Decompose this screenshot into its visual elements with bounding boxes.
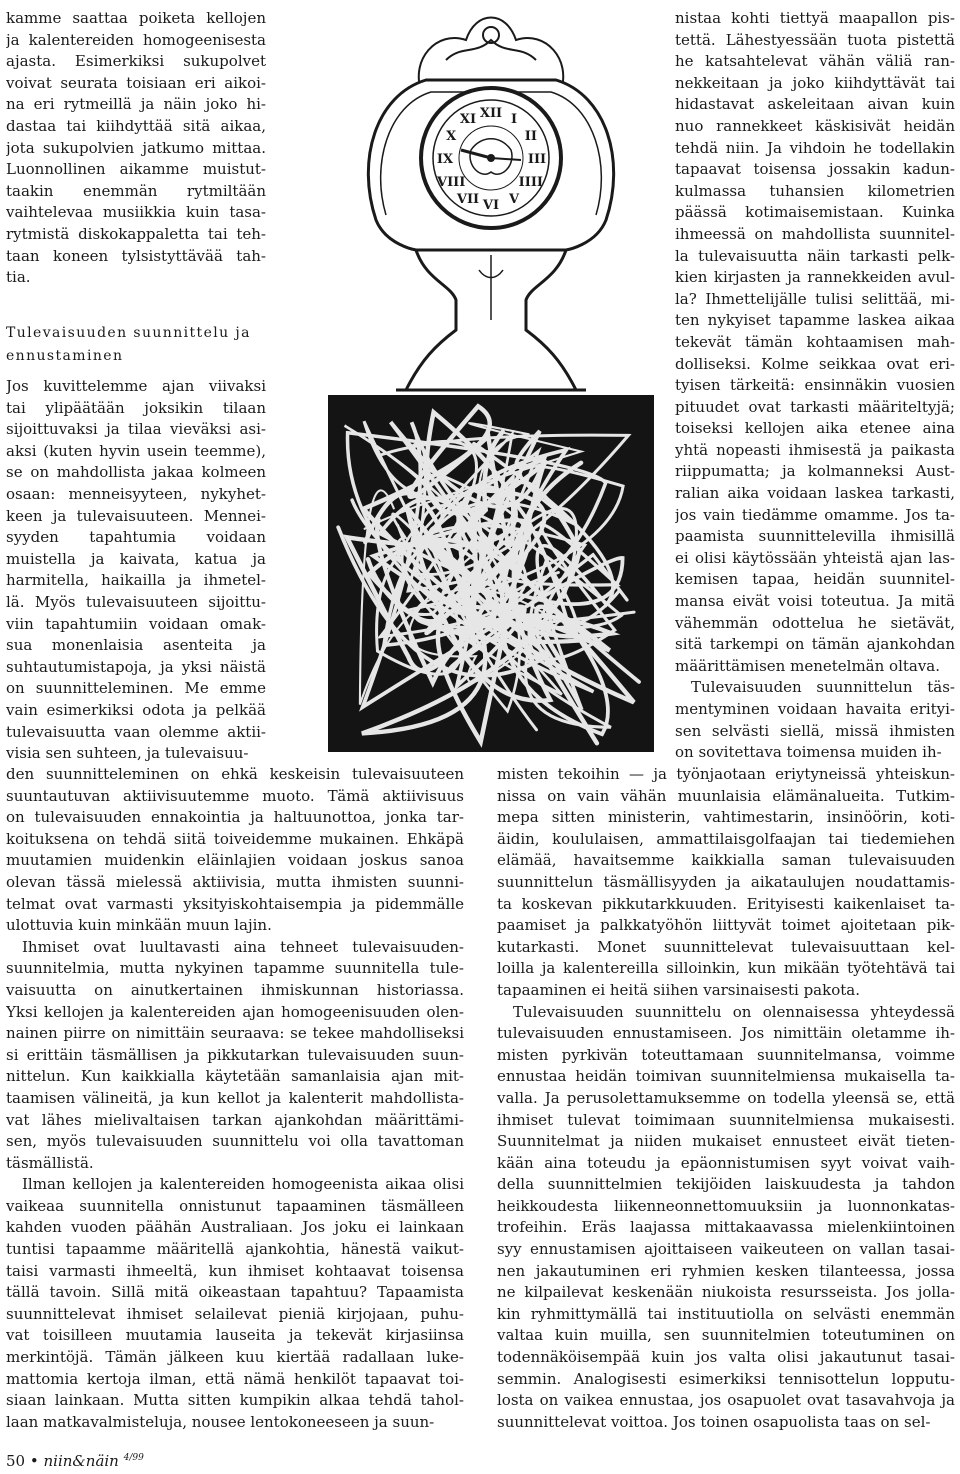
text-line: vähemmän odottelua he sietävät, [675,613,955,632]
text-line: tulevaisuutta vaan olemme aktii- [6,722,266,741]
text-line: ihmeessä on mahdollista suunnitel- [675,224,955,243]
text-line: Yksi kellojen ja kalentereiden ajan homogeenisuuden olen- [6,1002,464,1021]
text-line: suunnittelevat voittoa. Jos toinen osapuolista taas on sel- [497,1412,931,1431]
text-line: tia. [6,268,31,287]
clock-numeral: XI [459,112,477,128]
text-line: tekevät tämän kohtaamisen mah- [675,332,955,351]
text-line: paamiset ja palkkatyöhön liittyvät toimet ajoitetaan pik- [497,916,955,935]
text-line: viin tapahtumiin voidaan omak- [6,614,266,633]
text-line: keen ja tulevaisuuteen. Mennei- [6,506,266,525]
text-line: tapaavat toisensa jossakin kadun- [675,160,955,179]
text-line: heikkoudesta liikenneonnettomuuksiin ja luonnonkatas- [497,1196,955,1215]
text-line: suuntautuvan aktiivisuutemme muoto. Tämä aktiivisuus [6,786,464,805]
text-line: tulevaisuuden ennustamiseen. Jos nimittäin oletamme ih- [497,1024,955,1043]
text-line: misten pyrkivän toteuttamaan suunnitelmansa, voimme [497,1045,955,1064]
text-line: siaan lainkaan. Mutta sitten kumpikin alkaa tehdä tahol- [6,1391,464,1410]
text-line: la tulevaisuutta näin tarkasti pelk- [675,246,955,265]
text-line: muutamien muidenkin eläinlajien voidaan joskus sanoa [6,851,464,870]
text-line: taamisen välineitä, ja kun kellot ja kalenterit mahdollista- [6,1088,464,1107]
text-line: he katsahtelevat vähän väliä ran- [675,52,955,71]
text-line: laan matkavalmisteluja, nousee lentokoneeseen ja suun- [6,1412,435,1431]
text-line: ihmiset tulevat toimimaan suunnitelmiensa mukaisesti. [497,1110,955,1129]
text-line: kään aina toteudu ja epäonnistumisen syyt voivat vaih- [497,1153,955,1172]
clock-numeral: V [508,191,520,207]
text-line: osaan: menneisyyteen, nykyhet- [6,484,266,503]
text-line: visia sen suhteen, ja tulevaisuu- [6,744,249,763]
right-column-bottom [497,764,955,1433]
text-line: sen, myös tulevaisuuden suunnittelu voi olla tavattoman [6,1132,464,1151]
text-line: suunnittelevat ihmiset selailevat pieniä kirjojaan, puhu- [6,1304,464,1323]
text-line: della suunnittelmien tekijöiden laiskuudesta ja tahdon [497,1175,955,1194]
right-column-top [675,8,955,764]
text-line: jota sukupolvien jatkumo mittaa. [6,138,266,157]
text-line: Ilman kellojen ja kalentereiden homogeenista aikaa olisi [22,1175,464,1194]
text-line: loilla ja kalentereilla silloinkin, kun mikään työtehtävä tai [497,959,955,978]
text-line: kamme saattaa poiketa kellojen [6,9,266,27]
text-line: syyden tapahtumia voidaan [6,528,266,547]
text-line: toiseksi kellojen aika etenee aina [675,419,955,438]
text-line: nuo rannekkeet käskisivät heidän [675,116,955,135]
text-line: muistella ja kaivata, katua ja [6,549,266,568]
text-line: nainen piirre on nimittäin seuraava: se tekee mahdolliseksi [6,1024,464,1043]
text-line: vaisuutta on ainutkertainen ihmiskunnan historiassa. [6,980,464,999]
section-heading [6,322,306,368]
left-column-middle [6,376,266,765]
text-line: kien kirjasten ja rannekkeiden avul- [675,268,955,287]
text-line: na eri rytmeillä ja näin joko hi- [6,95,266,114]
issue-number: 4/99 [123,1453,144,1463]
text-line: suunnitelmia, mutta nykyinen tapamme suunnitella tule- [6,959,464,978]
text-line: misten tekoihin — ja työnjaotaan eriytyneissä yhteiskun- [497,765,955,783]
clock-numeral: VI [482,198,500,213]
footer-bullet: • [29,1452,39,1470]
text-line: si erittäin täsmällisen ja pikkutarkan tulevaisuuden suun- [6,1045,464,1064]
text-line: sitä tarkempi on tämän ajankohdan [675,635,955,654]
clock-artwork [316,0,666,760]
text-line: pituudet ovat tarkasti määriteltyjä; [675,397,955,416]
text-line: ennustaa heidän toimivan suunnitelmiensa mukaisella ta- [497,1067,955,1086]
clock-numeral: VIII [436,175,466,190]
text-line: tai ylipäätään joksikin tilaan [6,398,266,417]
text-line: nissa on vain vähän muunlaisia elämänalueita. Tutkim- [497,786,955,805]
text-line: tapaaminen ei heitä siihen varsinaisesti pakota. [497,980,860,999]
text-line: paamista suunnittelevilla ihmisillä [675,527,955,546]
text-line: tällä tavoin. Sillä mitä oikeastaan tapahtuu? Tapaamista [6,1283,464,1302]
text-line: ei olisi käytössään yhteistä ajan las- [675,548,955,567]
text-line: päässä kotimaisemistaan. Kuinka [675,203,955,222]
text-line: vaikeaa suunnitella onnistunut tapaaminen täsmälleen [6,1196,464,1215]
clock-numeral: VII [456,191,480,207]
magazine-name: niin&näin [43,1452,119,1470]
text-line: hidastavat askeleitaan aivan kuin [675,95,955,114]
text-line: nittelun. Kun kaikkialla käytetään samanlaisia ajan mit- [6,1067,464,1086]
text-line: suhtautumistapoja, ja yksi näistä [6,657,266,676]
text-line: dolliseksi. Kolme seikkaa ovat eri- [675,354,955,373]
text-line: harmitella, haikailla ja ihmetel- [6,571,266,590]
text-line: taakin enemmän rytmiltään [6,181,266,200]
clock-numeral: X [446,129,457,144]
text-line: mattomia kertoja ilman, että nämä henkilöt tapaavat toi- [6,1369,464,1388]
text-line: on tulevaisuuden ennakointia ja haltuunottoa, jonka tar- [6,808,464,827]
text-line: semmin. Analogisesti esimerkiksi tennisottelun lopputu- [497,1369,955,1388]
text-line: losta on vaikea ennustaa, jos osapuolet ovat tasavahvoja ja [497,1391,955,1410]
text-line: se on mahdollista jakaa kolmeen [6,463,266,482]
text-line: Tulevaisuuden suunnittelun täs- [691,678,955,697]
text-line: nen jakautuminen eri ryhmien kesken tilanteessa, jossa [497,1261,955,1280]
clock-numeral: III [527,152,547,167]
text-line: Tulevaisuuden suunnittelu ja [6,325,251,341]
page-footer [6,1452,144,1470]
text-line: vaihtelevaa musiikkia kuin tasa- [6,203,266,222]
text-line: dastaa tai kiihdyttää sitä aikaa, [6,116,266,135]
text-line: tettä. Lähestyessään tuota pistettä [675,30,955,49]
text-line: valla. Ja perusolettamuksemme on todella yleensä se, että [497,1088,955,1107]
text-line: aksi (kuten hyvin usein teemme), [6,441,266,460]
text-line: on sovitettava toimensa muiden ih- [675,743,942,762]
text-line: Tulevaisuuden suunnittelu on olennaisessa yhteydessä [513,1002,955,1021]
clock-numeral: IIII [518,175,544,190]
text-line: on suunnitteleminen. Me emme [6,679,266,698]
text-line: äidin, koululaisen, ammattilaisgolfaajan tai tiedemiehen [497,829,955,848]
text-line: taan koneen tylsistyttävää tah- [6,246,266,265]
text-line: kutarkasti. Monet suunnittelevat tulevaisuuttaan kel- [497,937,955,956]
text-line: rytmistä diskokappaletta tai teh- [6,224,266,243]
text-line: kahden vuoden päähän Australiaan. Jos joku ei lainkaan [6,1218,464,1237]
text-line: nistaa kohti tiettyä maapallon pis- [675,9,955,27]
text-line: suunnittelun täsmällisyyden ja aikataulujen noudattamis- [497,872,955,891]
text-line: mansa eivät voisi toteutua. Ja mitä [675,592,955,611]
clock-numeral: II [524,129,537,144]
text-line: Ihmiset ovat luultavasti aina tehneet tulevaisuuden- [22,937,464,956]
left-column-top [6,8,266,289]
text-line: kulmassa tuhansien kilometrien [675,181,955,200]
text-line: vat lähes mielivaltaisen tarkan ajankohdan määrittämi- [6,1110,464,1129]
text-line: jos vain tiedämme omamme. Jos ta- [675,505,955,524]
text-line: nekkeitaan ja joko kiihdyttävät tai [675,73,955,92]
text-line: telmat ovat varmasti yksityiskohtaisempia ja pidemmälle [6,894,464,913]
text-line: vain esimerkiksi odota ja pelkää [6,700,266,719]
clock-numeral: IX [436,152,454,167]
text-line: syy ennustamisen ajoittaiseen vaikeuteen on vallan tasai- [497,1240,955,1259]
text-line: Jos kuvittelemme ajan viivaksi [6,377,266,395]
text-line: sijoittuvaksi ja tilaa vieväksi asi- [6,420,266,439]
text-line: merkintöjä. Tämän jälkeen kuu kiertää radallaan luke- [6,1348,464,1367]
page-number: 50 [6,1452,26,1470]
text-line: olevan tässä mielessä aktiivisia, mutta ihmisten suunni- [6,872,464,891]
text-line: kin ryhmittymällä tai instituutiolla on selvästi enemmän [497,1304,955,1323]
text-line: ajasta. Esimerkiksi sukupolvet [6,52,266,71]
text-line: ja kalentereiden homogeenisesta [6,30,266,49]
text-line: kemisen tapaa, heidän suunnitel- [675,570,955,589]
text-line: vat toisilleen muutamia lauseita ja tekevät kirjasiinsa [6,1326,464,1345]
text-line: Luonnollinen aikamme muistut- [6,160,266,179]
text-line: la? Ihmettelijälle tulisi selittää, mi- [675,289,955,308]
text-line: ne kilpailevat keskenään niukoista resursseista. Jos jolla- [497,1283,955,1302]
clock-numeral: XII [479,106,503,121]
text-line: Suunnitelmat ja niiden mukaiset ennusteet eivät tieten- [497,1132,955,1151]
text-line: ten nykyiset tapamme laskea aikaa [675,311,955,330]
text-line: koituksena on tehdä siitä toiveidemme mukainen. Ehkäpä [6,829,464,848]
text-line: ta koskevan pikkutarkkuuden. Erityisesti kaikenlaiset ta- [497,894,955,913]
clock-numeral: I [510,112,518,128]
text-line: taisi varmasti ihmeeltä, kun ihmiset kohtaavat toisensa [6,1261,464,1280]
text-line: riippumatta; ja kolmanneksi Aust- [675,462,955,481]
text-line: tuntisi tapaamme määritellä ajankohtia, hänestä vaikut- [6,1240,464,1259]
text-line: sua monenlaisia asenteita ja [6,636,266,655]
text-line: mepa sitten ministerin, vahtimestarin, insinöörin, koti- [497,808,955,827]
text-line: todennäköisempää kuin jos valta olisi jakautunut tasai- [497,1348,955,1367]
text-line: määrittämisen menetelmän oltava. [675,656,941,675]
text-line: valtaa kuin muilla, sen suunnitelmien toteutuminen on [497,1326,955,1345]
text-line: elämää, havaitsemme kaikkialla saman tulevaisuuden [497,851,955,870]
text-line: ralian aika voidaan laskea tarkasti, [675,484,955,503]
clock-illustration [316,0,666,760]
text-line: tehdä niin. Ja vihdoin he todellakin [675,138,955,157]
text-line: täsmällistä. [6,1153,94,1172]
text-line: mentyminen voidaan havaita erityi- [675,700,955,718]
left-column-bottom [6,764,464,1433]
text-line: ennustaminen [6,348,124,364]
text-line: voivat seurata toisiaan eri aikoi- [6,73,266,92]
text-line: lä. Myös tulevaisuuteen sijoittu- [6,592,266,611]
text-line: sen selvästi siellä, missä ihmisten [675,721,955,740]
text-line: trofeihin. Eräs laajassa mittakaavassa mielenkiintoinen [497,1218,955,1237]
text-line: den suunnitteleminen on ehkä keskeisin tulevaisuuteen [6,765,464,783]
text-line: tyisen tärkeitä: ensinnäkin vuosien [675,376,955,395]
text-line: yhtä nopeasti ihmisestä ja paikasta [675,440,955,459]
text-line: ulottuvia kuin minkään muun lajin. [6,916,272,935]
